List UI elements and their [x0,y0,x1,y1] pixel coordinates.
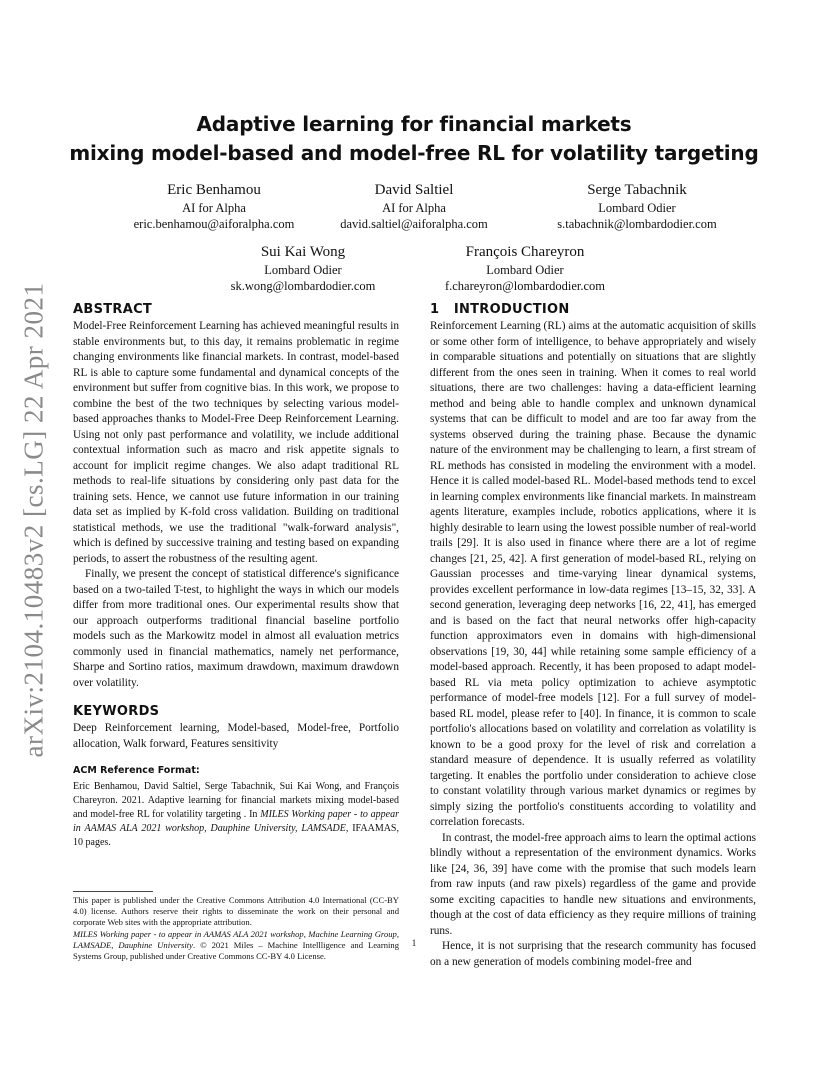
footnote-rule [73,891,153,892]
venue-note: MILES Working paper - to appear in AAMAS ALA 2021 workshop, Machine Learning Group, LAMSADE, Dauphine University. © 2021 Miles – Machine Intellligence and Learning Systems Group, published under Creative Commons CC-BY 4.0 License. [73,928,399,962]
author-block [517,180,757,232]
author-email: f.chareyron@lombardodier.com [444,279,606,293]
author-affiliation: Lombard Odier [264,263,342,277]
author-block [183,242,423,294]
author-email: sk.wong@lombardodier.com [230,279,376,293]
introduction-paragraph: Hence, it is not surprising that the research community has focused on a new generation of models combining model-free and [430,940,756,968]
title-line-1: Adaptive learning for financial markets [196,112,632,136]
paper-title [60,110,768,168]
right-column [430,301,756,970]
keywords-heading: KEYWORDS [73,704,160,719]
author-email: david.saltiel@aiforalpha.com [340,217,488,231]
author-name: Serge Tabachnik [587,182,687,198]
acm-reference-text: Eric Benhamou, David Saltiel, Serge Tabachnik, Sui Kai Wong, and François Chareyron. 2021. Adaptive learning for financial markets mixing model-based and model-free RL for volatility targeting . In MILES Working paper - to appear in AAMAS ALA 2021 workshop, Dauphine University, LAMSADE, IFAAMAS, 10 pages. [73,781,400,848]
introduction-paragraph: In contrast, the model-free approach aims to learn the optimal actions blindly without a representation of the environment dynamics. Works like [24, 36, 39] have come with the promise that such models learn from raw inputs (and raw pixels) regardless of the game and provide some exciting capacities to handle new situations and environments, though at the cost of data efficiency as they require millions of training runs. [430,831,757,937]
author-affiliation: AI for Alpha [182,201,246,215]
footnote [73,895,399,962]
page-number: 1 [411,938,417,948]
author-name: Sui Kai Wong [260,244,346,260]
left-column [73,301,399,850]
author-name: Eric Benhamou [167,182,261,198]
author-block [405,242,645,294]
author-affiliation: Lombard Odier [486,263,564,277]
abstract-heading: ABSTRACT [73,302,153,317]
abstract-paragraph: Finally, we present the concept of statistical difference's significance based on a two-tailed T-test, to highlight the ways in which our models differ from more traditional ones. Our experimental results show that our approach outperforms traditional financial baseline portfolio models such as the Markowitz model in almost all evaluation metrics commonly used in financial mathematics, namely net performance, Sharpe and Sortino ratios, maximum drawdown, maximum drawdown over volatility. [73,568,399,689]
author-email: eric.benhamou@aiforalpha.com [133,217,295,231]
title-line-2: mixing model-based and model-free RL for volatility targeting [69,141,759,165]
acm-reference [73,764,399,850]
arxiv-sidebar [14,280,54,760]
acm-reference-heading: ACM Reference Format: [73,765,200,776]
author-affiliation: AI for Alpha [382,201,446,215]
introduction-heading: 1 INTRODUCTION [430,302,570,317]
author-email: s.tabachnik@lombardodier.com [557,217,717,231]
author-name: David Saltiel [374,182,454,198]
introduction-paragraph: Reinforcement Learning (RL) aims at the automatic acquisition of skills or some other form of intelligence, to behave appropriately and wisely in comparable situations and potentially on situations that are slightly different from the ones seen in training. When it comes to real world situations, there are two challenges: having a data-efficient learning method and being able to handle complex and unknown dynamical systems that can be difficult to model and are too far away from the systems observed during the training phase. Because the dynamic nature of the environment may be challenging to learn, a first stream of RL methods has consisted in modeling the environment with a model. Hence it is called model-based RL. Model-based methods tend to excel in learning complex environments like financial markets. In mainstream agents literature, examples include, robotics applications, where it is highly desirable to learn using the lowest possible number of real-world trails [29]. It is also used in finance where there are a lot of regime changes [21, 25, 42]. A first generation of model-based RL, relying on Gaussian processes and time-varying linear dynamical systems, provides excellent performance in low-data regimes [13–15, 32, 33]. A second generation, leveraging deep networks [16, 22, 41], has emerged and is based on the fact that neural networks offer high-capacity function approximators even in domains with high-dimensional observations [19, 30, 44] while retaining some sample efficiency of a model-based approach. Recently, it has been proposed to adapt model-based RL via meta policy optimization to achieve asymptotic performance of model-free models [12]. For a full survey of model-based RL model, please refer to [40]. In finance, it is common to scale portfolio's allocations based on volatility and correlation as volatility is known to be a good proxy for the level of risk and correlation a standard measure of dependence. It is usually referred as volatility targeting. It enables the portfolio under consideration to achieve close to constant volatility through various market dynamics or regimes by simply sizing the portfolio's constituents according to volatility and correlation forecasts. [430,320,756,828]
author-name: François Chareyron [465,244,585,260]
keywords-text: Deep Reinforcement learning, Model-based, Model-free, Portfolio allocation, Walk forward, Features sensitivity [73,722,399,750]
author-affiliation: Lombard Odier [598,201,676,215]
abstract-paragraph: Model-Free Reinforcement Learning has achieved meaningful results in stable environments but, to this day, it remains problematic in regime changing environments like financial markets. In contrast, model-based RL is able to capture some fundamental and dynamical concepts of the environment but suffer from cognitive bias. In this work, we propose to combine the best of the two techniques by selecting various model-based approaches thanks to Model-Free Deep Reinforcement Learning. Using not only past performance and volatility, we include additional contextual information such as macro and risk appetite signals to account for implicit regime changes. We also adapt traditional RL methods to real-life situations by considering only past data for the training sets. Hence, we cannot use future information in our training data set as implied by K-fold cross validation. Building on traditional statistical methods, we use the traditional "walk-forward analysis", which is defined by successive training and testing based on expanding periods, to assert the robustness of the resulting agent. [73,320,399,565]
license-note: This paper is published under the Creative Commons Attribution 4.0 International (CC-BY 4.0) license. Authors reserve their rights to disseminate the work on their personal and corporate Web sites with the appropriate attribution. [73,895,399,928]
arxiv-identifier: arXiv:2104.10483v2 [cs.LG] 22 Apr 2021 [18,282,49,758]
author-block [294,180,534,232]
